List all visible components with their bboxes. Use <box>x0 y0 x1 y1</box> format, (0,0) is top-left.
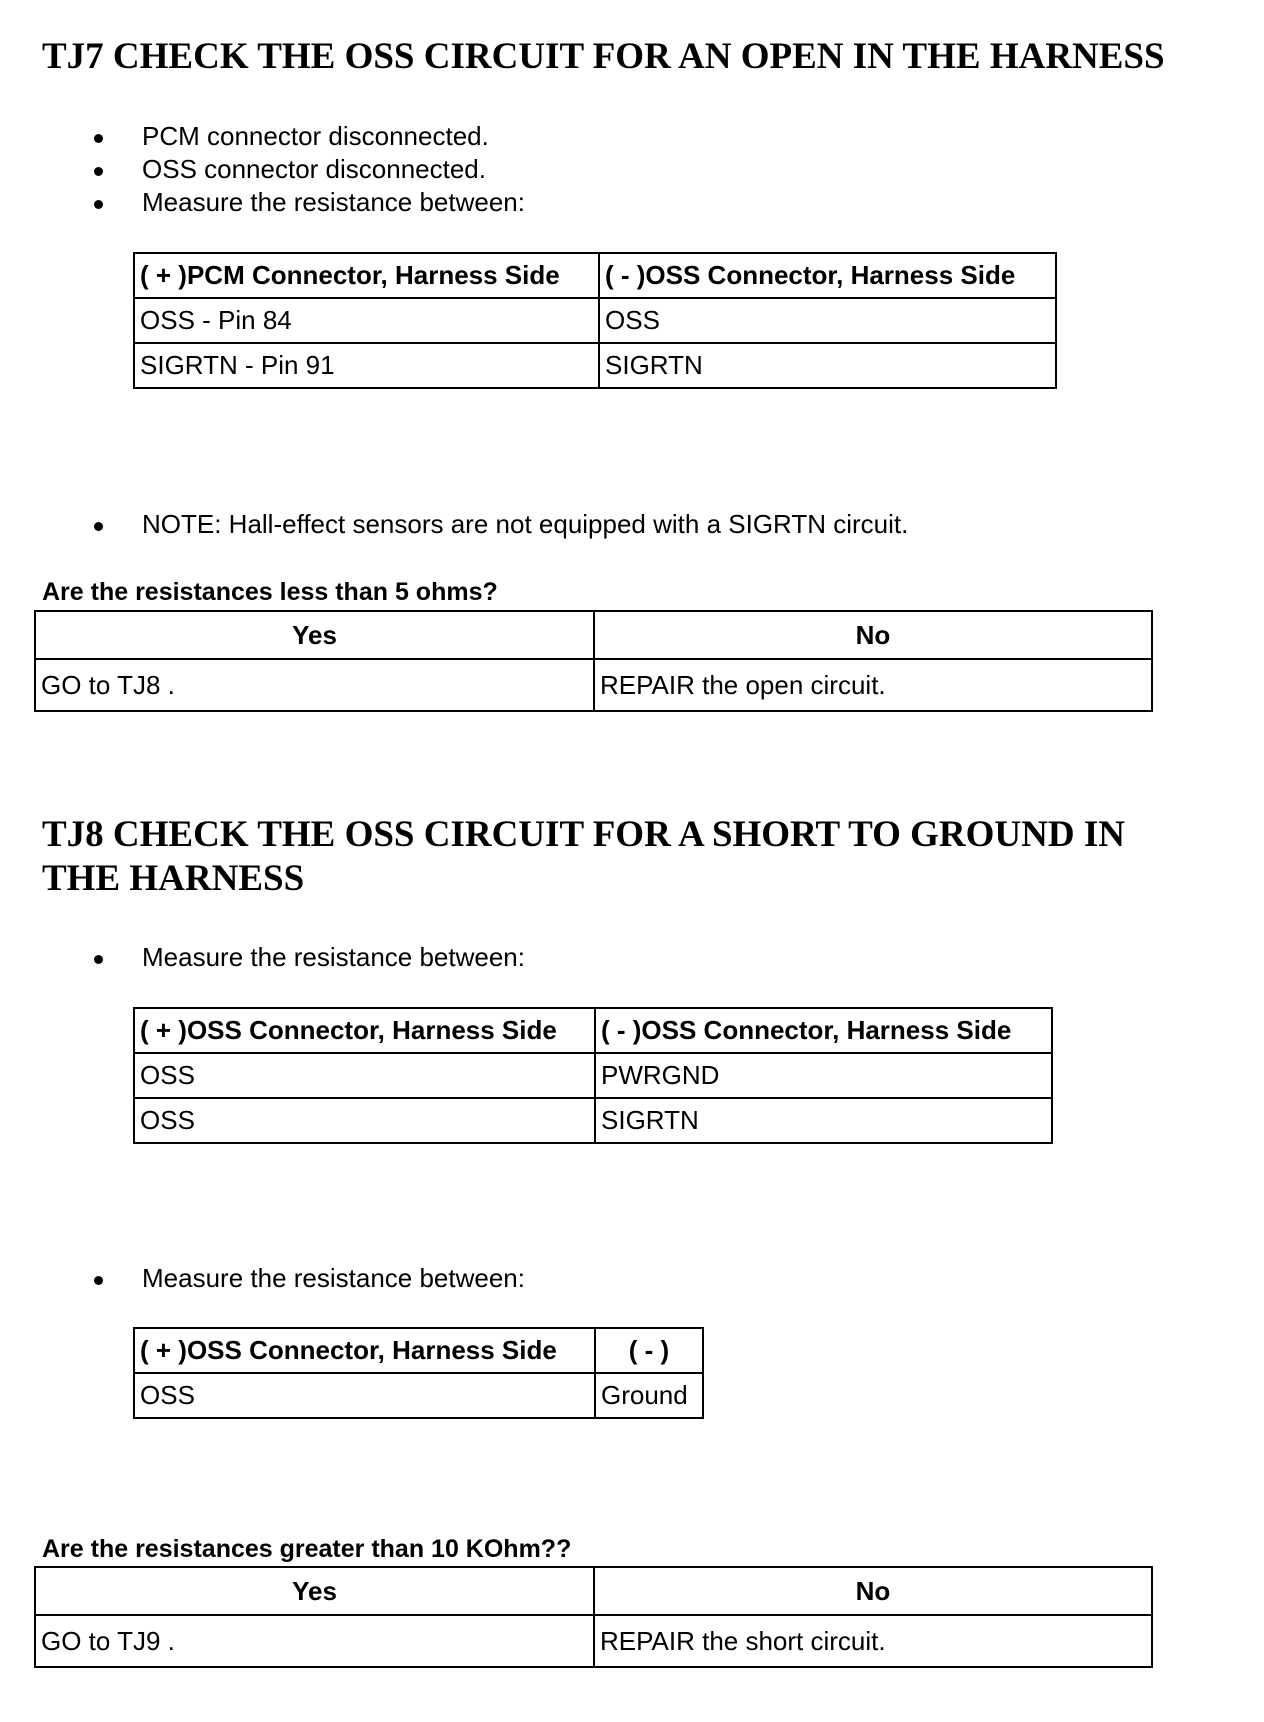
tj7-question: Are the resistances less than 5 ohms? <box>42 578 498 606</box>
table-header-row <box>134 1328 703 1373</box>
tj8-question: Are the resistances greater than 10 KOhm?? <box>42 1535 572 1563</box>
table-cell: SIGRTN <box>595 1098 1052 1143</box>
table-cell: SIGRTN <box>599 343 1056 388</box>
table-cell: OSS - Pin 84 <box>134 298 599 343</box>
tj8-bullet-list-1 <box>0 941 525 974</box>
table-row <box>134 1053 1052 1098</box>
table-cell: OSS <box>599 298 1056 343</box>
table-row <box>134 298 1056 343</box>
table-cell: PWRGND <box>595 1053 1052 1098</box>
table-header-cell: ( + )PCM Connector, Harness Side <box>134 253 599 298</box>
table-header-cell: ( - )OSS Connector, Harness Side <box>595 1008 1052 1053</box>
tj7-bullet-list <box>0 120 525 219</box>
table-cell: OSS <box>134 1373 595 1418</box>
table-cell: Ground <box>595 1373 703 1418</box>
no-action: REPAIR the short circuit. <box>594 1615 1152 1667</box>
yes-action: GO to TJ8 . <box>35 659 594 711</box>
tj8-heading-line2: THE HARNESS <box>42 858 305 899</box>
yes-header: Yes <box>35 1567 594 1615</box>
table-header-row <box>35 1567 1152 1615</box>
no-action: REPAIR the open circuit. <box>594 659 1152 711</box>
tj7-heading: TJ7 CHECK THE OSS CIRCUIT FOR AN OPEN IN THE HARNESS <box>42 36 1165 77</box>
note-item: NOTE: Hall-effect sensors are not equipped with a SIGRTN circuit. <box>0 508 908 541</box>
yes-action: GO to TJ9 . <box>35 1615 594 1667</box>
table-row <box>35 659 1152 711</box>
tj8-answer-table <box>34 1566 1153 1668</box>
tj8-bullet-list-2 <box>0 1262 525 1295</box>
table-cell: OSS <box>134 1098 595 1143</box>
no-header: No <box>594 1567 1152 1615</box>
tj8-heading-line1: TJ8 CHECK THE OSS CIRCUIT FOR A SHORT TO GROUND IN <box>42 814 1125 855</box>
table-header-row <box>134 253 1056 298</box>
tj7-connector-table <box>133 252 1057 389</box>
table-header-row <box>35 611 1152 659</box>
table-cell: OSS <box>134 1053 595 1098</box>
table-row <box>134 343 1056 388</box>
tj7-note-list <box>0 508 908 541</box>
tj8-connector-table-2 <box>133 1327 704 1419</box>
table-row <box>134 1098 1052 1143</box>
list-item: OSS connector disconnected. <box>0 153 525 186</box>
tj7-answer-table <box>34 610 1153 712</box>
list-item: Measure the resistance between: <box>0 941 525 974</box>
tj8-connector-table-1 <box>133 1007 1053 1144</box>
table-row <box>134 1373 703 1418</box>
yes-header: Yes <box>35 611 594 659</box>
table-header-cell: ( - ) <box>595 1328 703 1373</box>
table-cell: SIGRTN - Pin 91 <box>134 343 599 388</box>
table-header-cell: ( + )OSS Connector, Harness Side <box>134 1328 595 1373</box>
no-header: No <box>594 611 1152 659</box>
table-header-row <box>134 1008 1052 1053</box>
list-item: PCM connector disconnected. <box>0 120 525 153</box>
list-item: Measure the resistance between: <box>0 186 525 219</box>
table-row <box>35 1615 1152 1667</box>
table-header-cell: ( + )OSS Connector, Harness Side <box>134 1008 595 1053</box>
table-header-cell: ( - )OSS Connector, Harness Side <box>599 253 1056 298</box>
list-item: Measure the resistance between: <box>0 1262 525 1295</box>
